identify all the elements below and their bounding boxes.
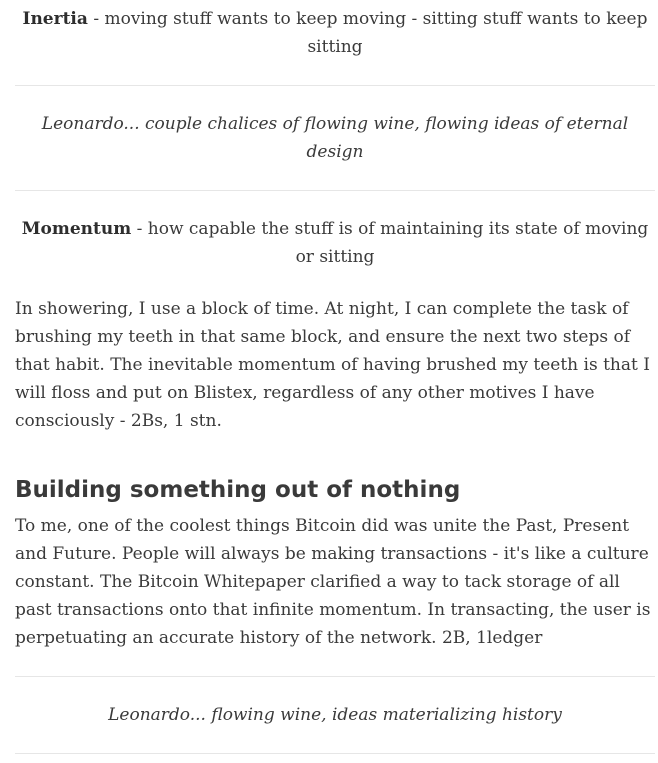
quote-leonardo-history: Leonardo... flowing wine, ideas materializing history [108, 705, 562, 725]
bitcoin-paragraph: To me, one of the coolest things Bitcoin did was unite the Past, Present and Future. People will always be making transactions - it's like a culture constant. The Bitcoin Whitepaper clarified a way to tack storage of all past transactions onto that infinite momentum. In transacting, the user is perpetuating an accurate history of the network. 2B, 1ledger [15, 516, 651, 648]
inertia-term: Inertia [22, 9, 88, 29]
inertia-definition [15, 5, 655, 61]
divider [15, 190, 655, 191]
divider [15, 676, 655, 677]
quote-leonardo-design: Leonardo... couple chalices of flowing wine, flowing ideas of eternal design [41, 114, 629, 162]
section-heading: Building something out of nothing [15, 477, 461, 503]
divider [15, 753, 655, 754]
momentum-definition-text: - how capable the stuff is of maintaining its state of moving or sitting [131, 219, 649, 267]
momentum-term: Momentum [21, 219, 132, 239]
inertia-definition-text: - moving stuff wants to keep moving - sitting stuff wants to keep sitting [87, 9, 648, 57]
divider [15, 85, 655, 86]
momentum-definition [15, 215, 655, 271]
habit-paragraph: In showering, I use a block of time. At night, I can complete the task of brushing my teeth in that same block, and ensure the next two steps of that habit. The inevitable momentum of having brushed my teeth is that I will floss and put on Blistex, regardless of any other motives I have consciously - 2Bs, 1 stn. [15, 299, 650, 431]
